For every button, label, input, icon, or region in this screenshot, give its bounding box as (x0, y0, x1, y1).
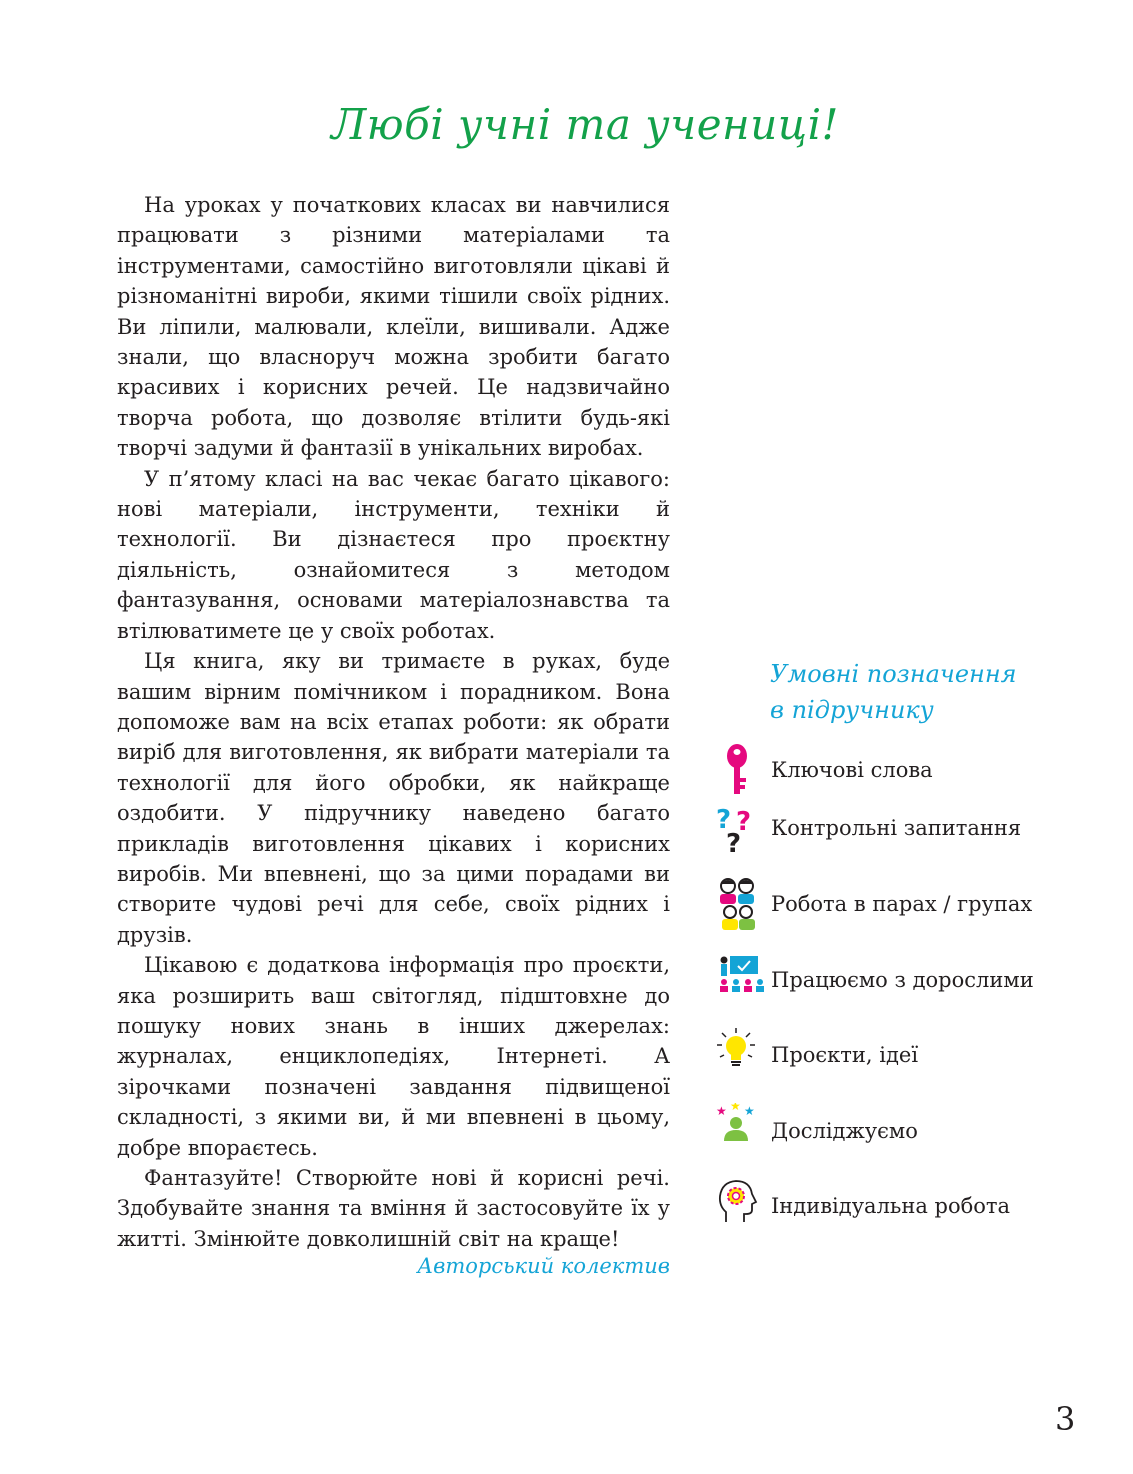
paragraph: Фантазуйте! Створюйте нові й корисні речі. Здобувайте знання та вміння й застосовуйте їх у житті. Змінюйте довколишній світ на краще! (117, 1166, 670, 1251)
head-brain-icon (716, 1178, 766, 1234)
legend-label: Контрольні запитання (771, 816, 1022, 840)
signature: Авторський колектив (417, 1254, 670, 1278)
svg-text:★: ★ (730, 1103, 741, 1113)
legend-item-control-questions (716, 800, 1116, 856)
legend-label: Досліджуємо (771, 1119, 918, 1143)
legend-title-line: Умовні позначення (770, 660, 1017, 688)
question-marks-icon (716, 800, 766, 856)
legend-label: Працюємо з дорослими (771, 968, 1034, 992)
legend-label: Проєкти, ідеї (771, 1043, 919, 1067)
paragraph: Цікавою є додаткова інформація про проєкти, яка розширить ваш світогляд, підштовхне до пошуку нових знань в інших джерелах: журналах, енциклопедіях, Інтернеті. А зірочками позначені завдання підвищеної складності, з якими ви, й ми впевнені в цьому, добре впораєтесь. (117, 953, 670, 1160)
legend-item-work-with-adults (716, 952, 1116, 1008)
legend-title-line: в підручнику (770, 696, 934, 724)
svg-text:?: ? (736, 807, 752, 837)
paragraph: На уроках у початкових класах ви навчилися працювати з різними матеріалами та інструментами, самостійно виготовляли цікаві й різноманітні вироби, якими тішили своїх рідних. Ви ліпили, малювали, клеїли, вишивали. Адже знали, що власноруч можна зробити багато красивих і корисних речей. Це надзвичайно творча робота, що дозволяє втілити будь-які творчі задуми й фантазії в унікальних виробах. (117, 193, 670, 461)
svg-text:★: ★ (716, 1104, 727, 1118)
legend-title (770, 656, 1070, 728)
legend-label: Ключові слова (771, 758, 933, 782)
legend-item-projects-ideas (716, 1027, 1116, 1083)
intro-text (117, 190, 670, 1254)
svg-text:?: ? (716, 805, 732, 835)
paragraph: У п’ятому класі на вас чекає багато цікавого: нові матеріали, інструменти, техніки й технології. Ви дізнаєтеся про проєктну діяльність, ознайомитеся з методом фантазування, основами матеріалознавства та втілюватимете це у своїх роботах. (117, 466, 670, 643)
legend-item-research (716, 1103, 1116, 1159)
legend-item-individual-work (716, 1178, 1116, 1234)
group-work-icon (716, 876, 766, 932)
legend-label: Індивідуальна робота (771, 1194, 1011, 1218)
svg-text:?: ? (726, 829, 742, 856)
legend-label: Робота в парах / групах (771, 892, 1033, 916)
page-title: Любі учні та учениці! (331, 100, 839, 149)
key-icon (716, 742, 766, 798)
legend-item-group-work (716, 876, 1116, 932)
legend-item-key-words (716, 742, 1116, 798)
teacher-class-icon (716, 952, 766, 1008)
lightbulb-icon (716, 1027, 766, 1083)
paragraph: Ця книга, яку ви тримаєте в руках, буде вашим вірним помічником і порадником. Вона допоможе вам на всіх етапах роботи: як обрати виріб для виготовлення, як вибрати матеріали та технології для його обробки, як найкраще оздобити. У підручнику наведено багато прикладів виготовлення цікавих і корисних виробів. Ми впевнені, що за цими порадами ви створите чудові речі для себе, своїх рідних і друзів. (117, 649, 670, 947)
research-person-icon (716, 1103, 766, 1159)
svg-text:★: ★ (744, 1104, 755, 1118)
page-number: 3 (1055, 1400, 1076, 1438)
